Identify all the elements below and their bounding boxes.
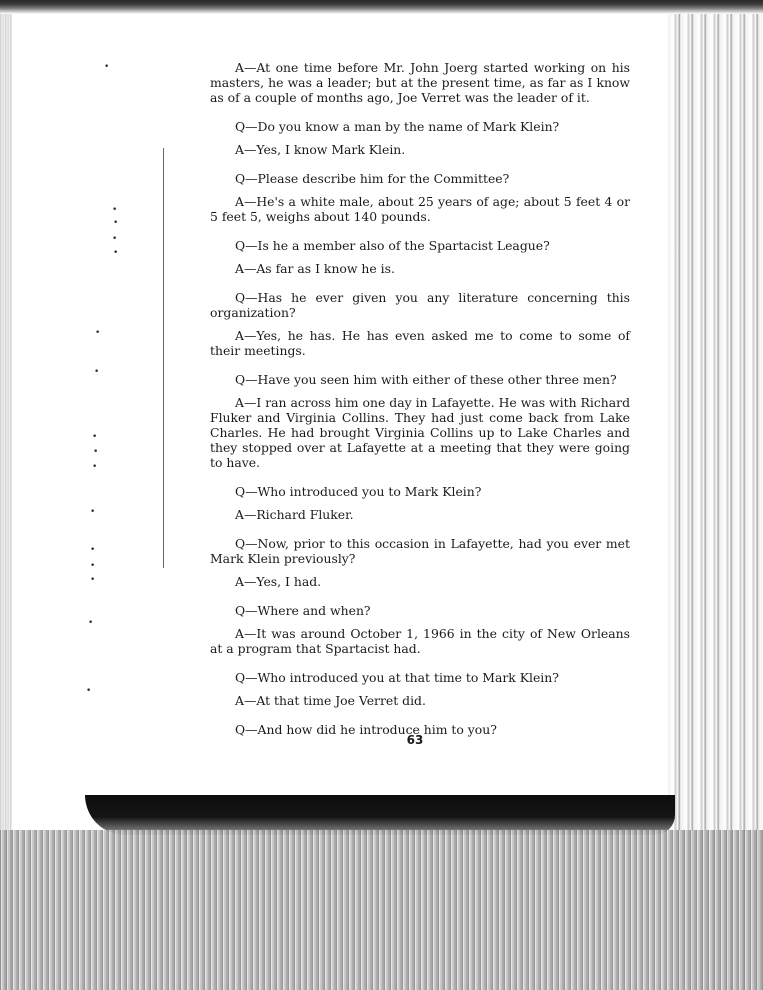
question-paragraph: Q—Has he ever given you any literature concerning this organization?	[210, 290, 630, 320]
answer-paragraph: A—At one time before Mr. John Joerg started working on his masters, he was a leader; but at the present time, as far as I know as of a couple of months ago, Joe Verret was the leader of it.	[210, 60, 630, 105]
scan-bottom-noise	[0, 830, 763, 990]
scan-top-edge	[0, 0, 763, 14]
question-paragraph: Q—Now, prior to this occasion in Lafayette, had you ever met Mark Klein previously?	[210, 536, 630, 566]
question-paragraph: Q—Is he a member also of the Spartacist League?	[235, 238, 550, 253]
question-paragraph: Q—Have you seen him with either of these other three men?	[235, 372, 617, 387]
question-paragraph: Q—Where and when?	[235, 603, 371, 618]
answer-paragraph: A—At that time Joe Verret did.	[235, 693, 426, 708]
question-paragraph: Q—Who introduced you at that time to Mark Klein?	[235, 670, 559, 685]
answer-paragraph: A—I ran across him one day in Lafayette. He was with Richard Fluker and Virginia Collins. They had just come back from Lake Charles. He had brought Virginia Collins up to Lake Charles and they stopped over at Lafayette at a meeting that they were going to have.	[210, 395, 630, 470]
page-number: 63	[406, 733, 424, 747]
gutter-rule	[163, 148, 164, 568]
answer-paragraph: A—It was around October 1, 1966 in the city of New Orleans at a program that Spartacist had.	[210, 626, 630, 656]
answer-paragraph: A—Richard Fluker.	[235, 507, 354, 522]
answer-paragraph: A—He's a white male, about 25 years of age; about 5 feet 4 or 5 feet 5, weighs about 140 pounds.	[210, 194, 630, 224]
question-paragraph: Q—Who introduced you to Mark Klein?	[235, 484, 482, 499]
answer-paragraph: A—Yes, he has. He has even asked me to come to some of their meetings.	[210, 328, 630, 358]
transcript-body	[210, 60, 630, 737]
answer-paragraph: A—Yes, I know Mark Klein.	[235, 142, 406, 157]
question-paragraph: Q—And how did he introduce him to you?	[235, 722, 497, 737]
answer-paragraph: A—As far as I know he is.	[235, 261, 395, 276]
scan-bottom-shadow	[85, 795, 675, 835]
question-paragraph: Q—Do you know a man by the name of Mark Klein?	[235, 119, 560, 134]
question-paragraph: Q—Please describe him for the Committee?	[235, 171, 510, 186]
answer-paragraph: A—Yes, I had.	[235, 574, 322, 589]
